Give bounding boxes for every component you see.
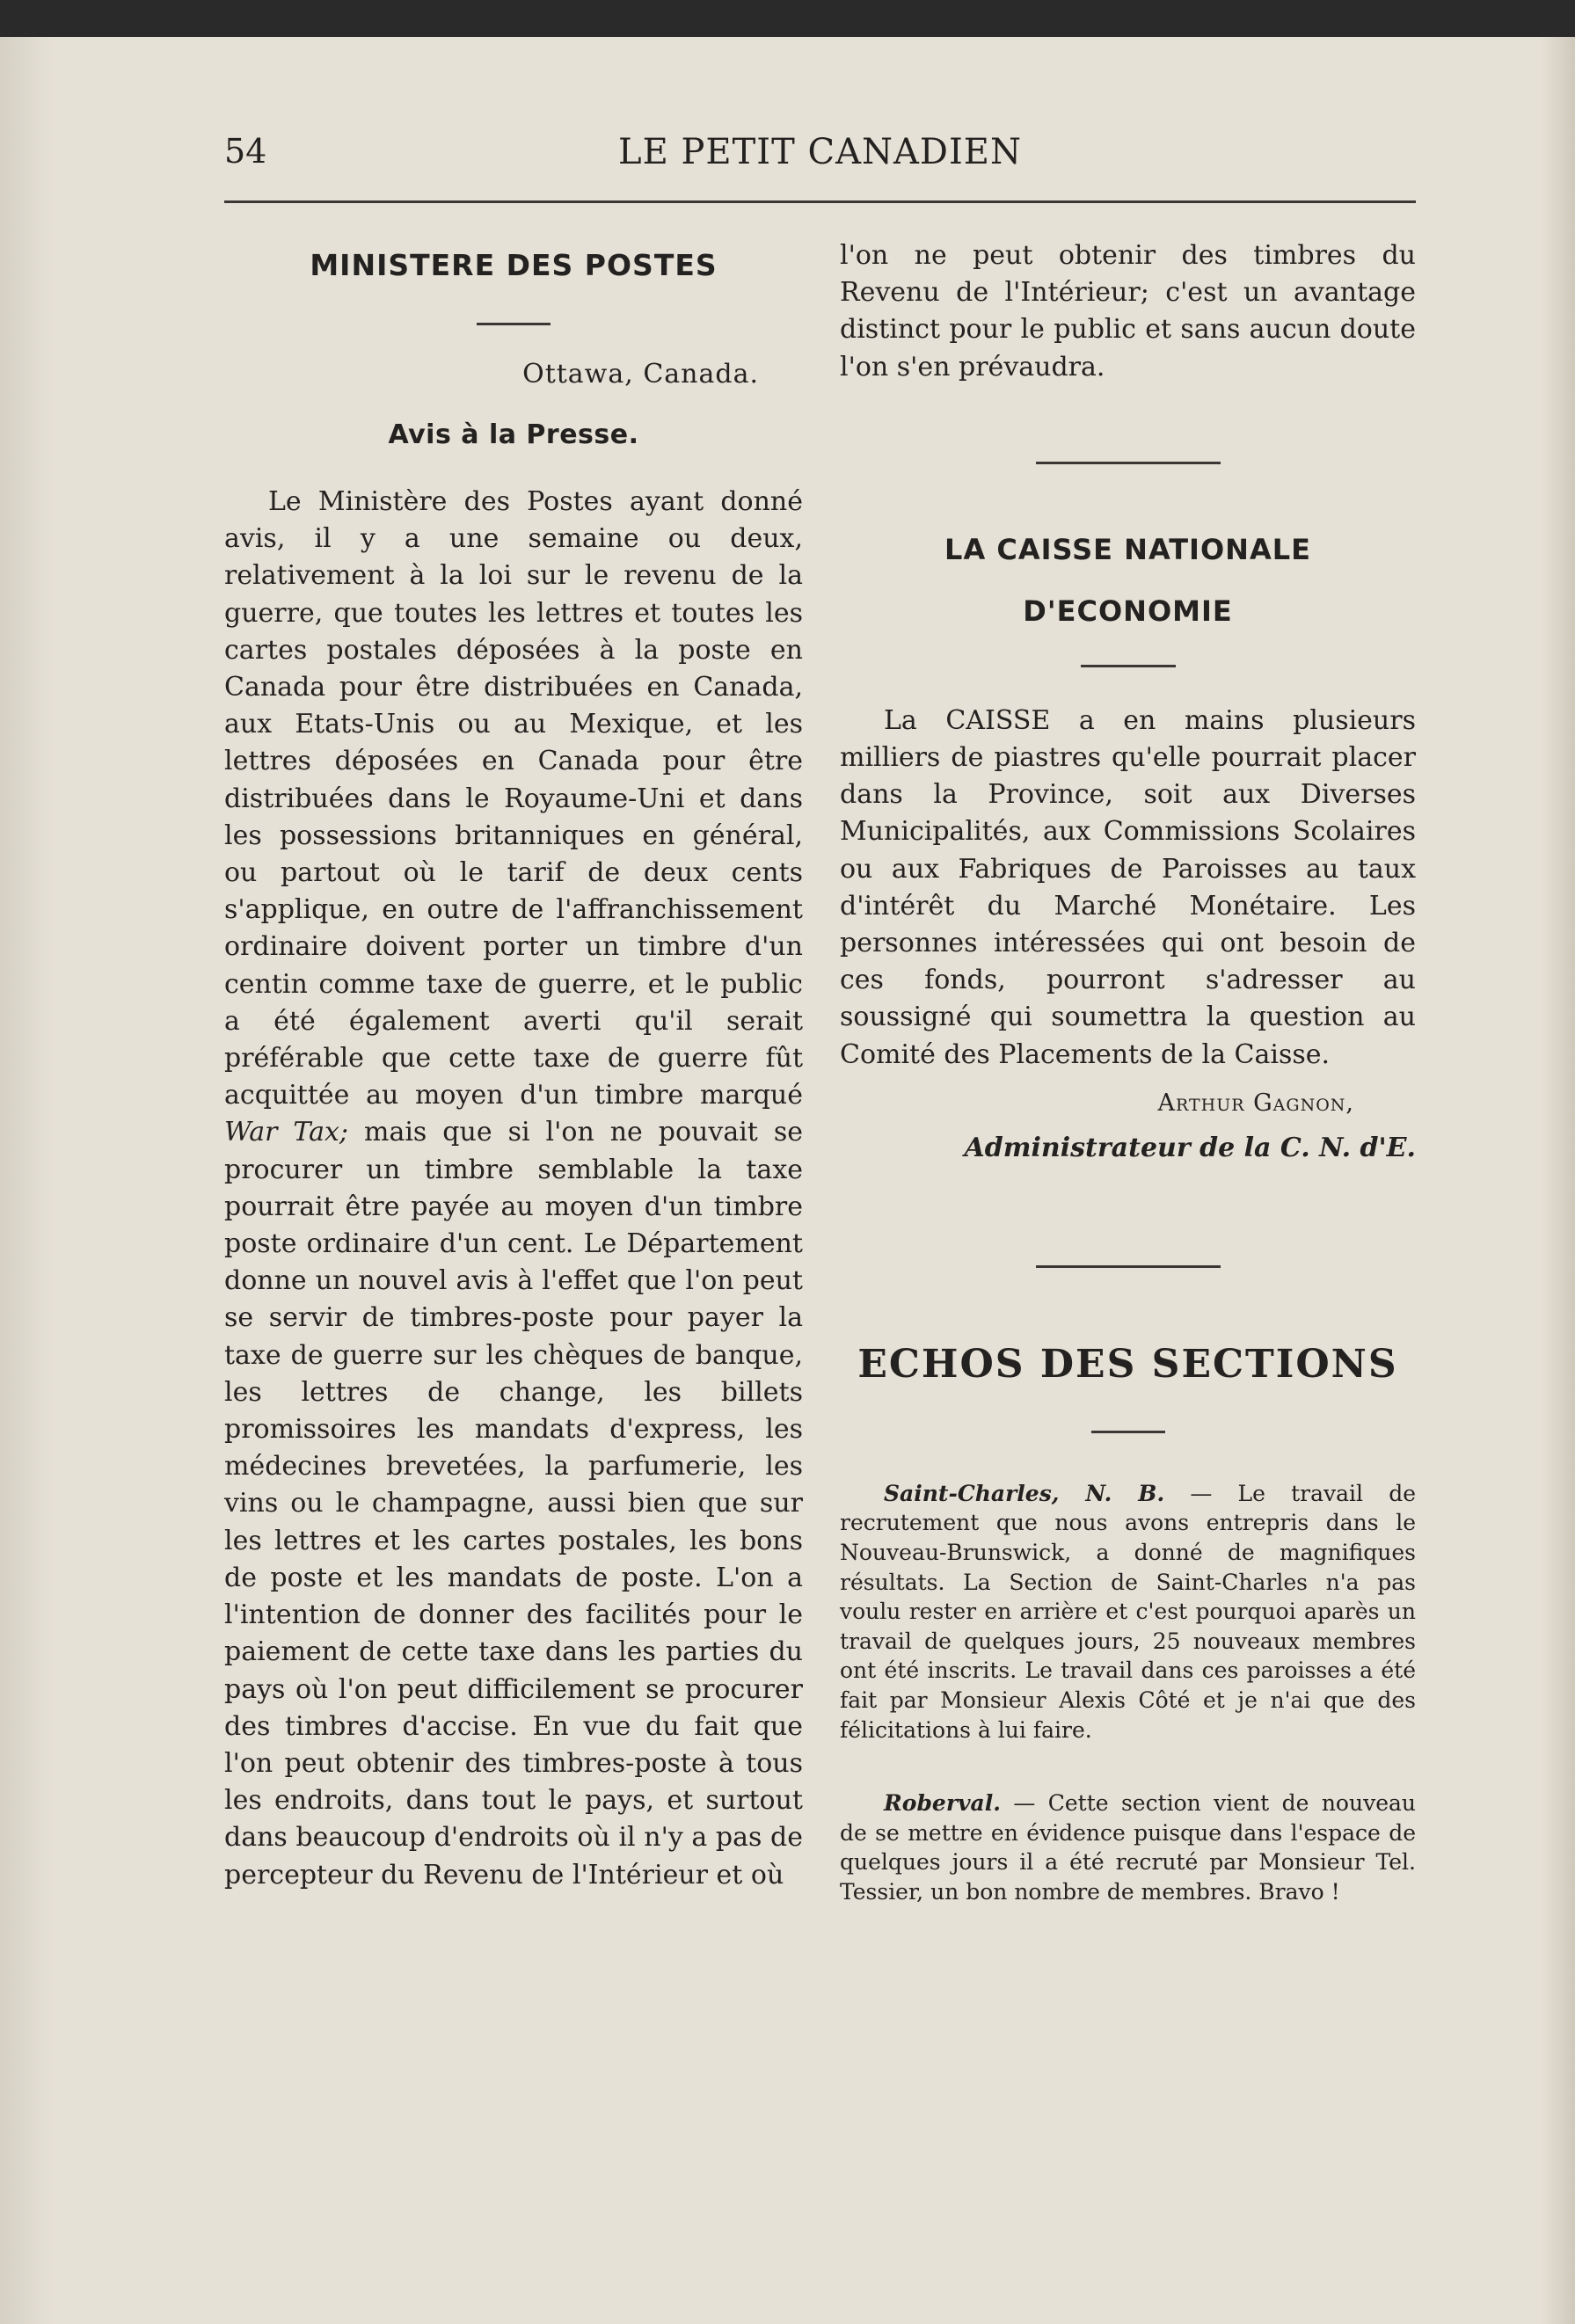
page-number: 54	[224, 132, 267, 171]
article-subtitle: Avis à la Presse.	[388, 419, 639, 450]
echo-roberval	[840, 1789, 1416, 1906]
page-fold-left	[0, 37, 53, 2324]
left-column	[224, 237, 803, 1894]
title-divider	[477, 323, 551, 325]
dateline: Ottawa, Canada.	[522, 359, 759, 390]
article-continuation: l'on ne peut obtenir des timbres du Revenu de l'Intérieur; c'est un avantage distinct pour le public et sans aucun doute l'on s'en prévaudra.	[840, 240, 1416, 382]
echos-divider	[1091, 1431, 1165, 1433]
signature-role: Administrateur de la C. N. d'E.	[964, 1132, 1416, 1163]
header-rule	[224, 200, 1416, 203]
body-text-italic: War Tax;	[224, 1117, 349, 1148]
scan-background-strip	[0, 0, 1575, 37]
right-column	[840, 237, 1416, 1907]
body-text-part1: Le Ministère des Postes ayant donné avis, il y a une semaine ou deux, relativement à la loi sur le revenu de la guerre, que toutes les lettres et toutes les cartes postales déposées à la poste en Canada pour être distribuées en Canada, aux Etats-Unis ou au Mexique, et les lettres déposées en Canada pour être distribuées dans le Royaume-Uni et dans les possessions britanniques en général, ou partout où le tarif de deux cents s'applique, en outre de l'affranchissement ordinaire doivent porter un timbre d'un centin comme taxe de guerre, et le public a été également averti qu'il serait préférable que cette taxe de guerre fût acquittée au moyen d'un timbre marqué	[224, 486, 803, 1111]
page-fold-right	[1540, 37, 1575, 2324]
echo-text-roberval: — Cette section vient de nouveau de se mettre en évidence puisque dans l'espace de quelques jours il a été recruté par Monsieur Tel. Tessier, un bon nombre de membres. Bravo !	[840, 1790, 1416, 1905]
echo-place-saint-charles: Saint-Charles, N. B.	[884, 1480, 1165, 1506]
running-header	[224, 132, 1416, 185]
section-divider-2	[1036, 1265, 1221, 1268]
section-divider	[1036, 462, 1221, 464]
echo-saint-charles	[840, 1479, 1416, 1745]
echos-title: ECHOS DES SECTIONS	[857, 1341, 1398, 1387]
caisse-title-divider	[1081, 665, 1176, 667]
caisse-body: La CAISSE a en mains plusieurs milliers de piastres qu'elle pourrait placer dans la Province, soit aux Diverses Municipalités, aux Commissions Scolaires ou aux Fabriques de Paroisses au taux d'intérêt du Marché Monétaire. Les personnes intéressées qui ont besoin de ces fonds, pourront s'adresser au soussigné qui soumettra la question au Comité des Placements de la Caisse.	[840, 704, 1416, 1070]
echo-place-roberval: Roberval.	[884, 1790, 1001, 1817]
caisse-title-line2: D'ECONOMIE	[1023, 594, 1233, 628]
signature-name: Arthur Gagnon,	[1157, 1089, 1354, 1117]
article-body-ministere	[224, 484, 803, 1894]
echo-text-saint-charles: — Le travail de recrutement que nous avons entrepris dans le Nouveau-Brunswick, a donné de magnifiques résultats. La Section de Saint-Charles n'a pas voulu rester en arrière et c'est pourquoi aparès un travail de quelques jours, 25 nouveaux membres ont été inscrits. Le travail dans ces paroisses a été fait par Monsieur Alexis Côté et je n'ai que des félicitations à lui faire.	[840, 1480, 1416, 1743]
caisse-title-line1: LA CAISSE NATIONALE	[944, 532, 1311, 566]
article-title-ministere: MINISTERE DES POSTES	[310, 248, 718, 282]
journal-title: LE PETIT CANADIEN	[618, 132, 1022, 172]
body-text-part2: mais que si l'on ne pouvait se procurer un timbre semblable la taxe pourrait être payée au moyen d'un timbre poste ordinaire d'un cent. Le Département donne un nouvel avis à l'effet que l'on peut se servir de timbres-poste pour payer la taxe de guerre sur les chèques de banque, les lettres de change, les billets promissoires les mandats d'express, les médecines brevetées, la parfumerie, les vins ou le champagne, aussi bien que sur les lettres et les cartes postales, les bons de poste et les mandats de poste. L'on a l'intention de donner des facilités pour le paiement de cette taxe dans les parties du pays où l'on peut difficilement se procurer des timbres d'accise. En vue du fait que l'on peut obtenir des timbres-poste à tous les endroits, dans tout le pays, et surtout dans beaucoup d'endroits où il n'y a pas de percepteur du Revenu de l'Intérieur et où	[224, 1117, 803, 1891]
